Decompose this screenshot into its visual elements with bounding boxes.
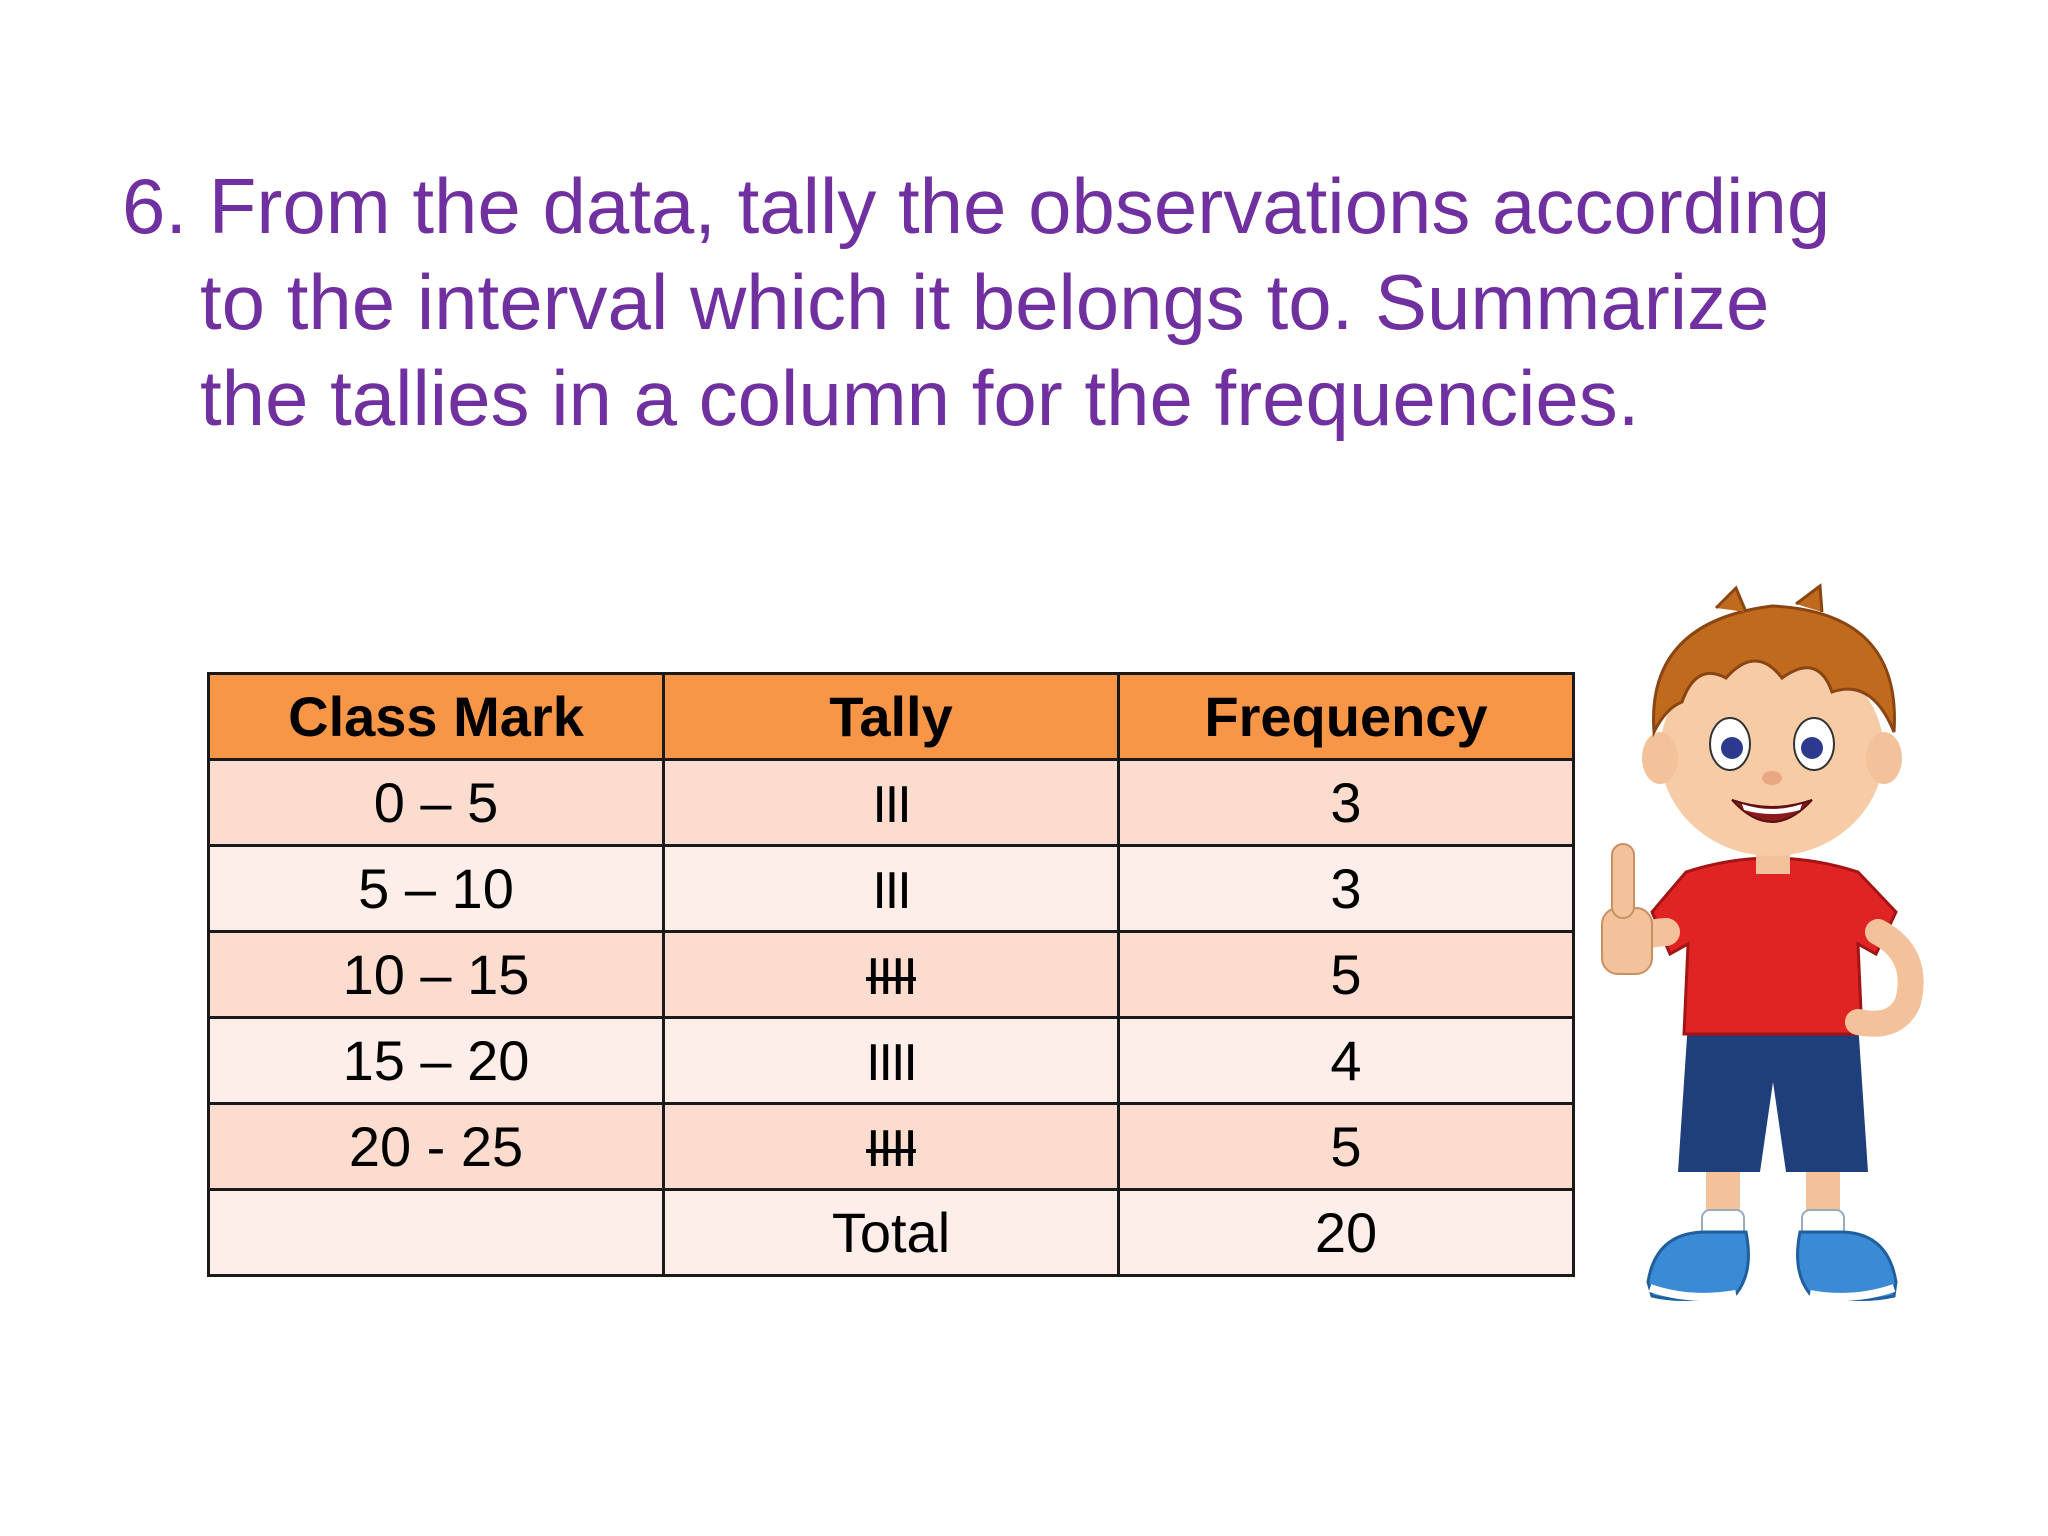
cartoon-boy-thumbs-up-illustration bbox=[1596, 582, 1948, 1322]
table-total-row bbox=[209, 1190, 1574, 1276]
class-mark-cell: 20 - 25 bbox=[209, 1104, 664, 1190]
tally-marks: IIII bbox=[866, 1034, 916, 1092]
thumb-up-icon bbox=[1612, 844, 1634, 918]
tally-marks: III bbox=[872, 776, 910, 834]
table-row bbox=[209, 846, 1574, 932]
tally-marks-bundled: IIII bbox=[866, 948, 916, 1006]
header-class-mark: Class Mark bbox=[209, 674, 664, 760]
class-mark-cell: 5 – 10 bbox=[209, 846, 664, 932]
boy-shorts bbox=[1678, 1022, 1868, 1172]
boy-nose bbox=[1762, 771, 1782, 785]
class-mark-cell: 15 – 20 bbox=[209, 1018, 664, 1104]
class-mark-cell: 10 – 15 bbox=[209, 932, 664, 1018]
total-label-cell: Total bbox=[664, 1190, 1119, 1276]
instruction-line-3: the tallies in a column for the frequencies. bbox=[200, 354, 1640, 442]
table-row bbox=[209, 1018, 1574, 1104]
frequency-cell: 4 bbox=[1119, 1018, 1574, 1104]
boy-left-pupil bbox=[1721, 737, 1743, 759]
boy-left-ear bbox=[1642, 732, 1678, 784]
total-frequency-cell: 20 bbox=[1119, 1190, 1574, 1276]
tally-cell bbox=[664, 1104, 1119, 1190]
frequency-cell: 5 bbox=[1119, 932, 1574, 1018]
frequency-cell: 3 bbox=[1119, 846, 1574, 932]
header-tally: Tally bbox=[664, 674, 1119, 760]
table-row bbox=[209, 1104, 1574, 1190]
frequency-cell: 5 bbox=[1119, 1104, 1574, 1190]
boy-right-pupil bbox=[1801, 737, 1823, 759]
boy-right-ear bbox=[1866, 732, 1902, 784]
frequency-table bbox=[207, 672, 1575, 1277]
instruction-line-1: 6. From the data, tally the observations according bbox=[122, 162, 1831, 250]
tally-cell bbox=[664, 760, 1119, 846]
total-empty-cell bbox=[209, 1190, 664, 1276]
tally-cell bbox=[664, 932, 1119, 1018]
tally-marks: III bbox=[872, 862, 910, 920]
boy-shirt bbox=[1652, 858, 1896, 1034]
frequency-cell: 3 bbox=[1119, 760, 1574, 846]
table-header-row bbox=[209, 674, 1574, 760]
header-frequency: Frequency bbox=[1119, 674, 1574, 760]
tally-cell bbox=[664, 1018, 1119, 1104]
instruction-text bbox=[122, 158, 1942, 446]
table-row bbox=[209, 932, 1574, 1018]
class-mark-cell: 0 – 5 bbox=[209, 760, 664, 846]
instruction-line-2: to the interval which it belongs to. Summarize bbox=[200, 258, 1770, 346]
tally-cell bbox=[664, 846, 1119, 932]
table-row bbox=[209, 760, 1574, 846]
tally-marks-bundled: IIII bbox=[866, 1120, 916, 1178]
